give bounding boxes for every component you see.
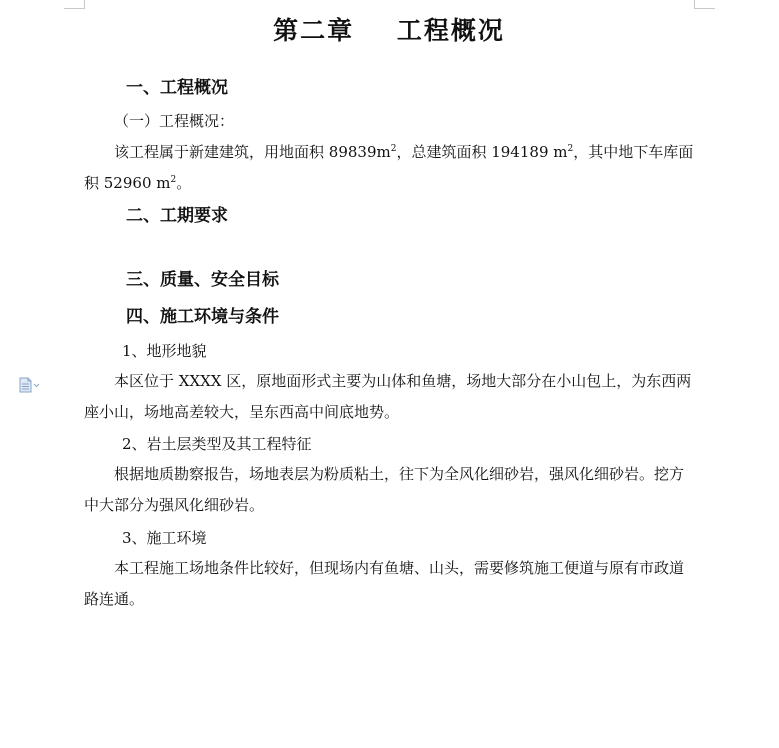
- subsection-heading-environment: 3、施工环境: [122, 529, 207, 547]
- subsection-heading-terrain: 1、地形地貌: [122, 342, 207, 360]
- subsection-heading-geology: 2、岩土层类型及其工程特征: [122, 435, 312, 453]
- paragraph-text: 。: [176, 174, 192, 192]
- page-corner-top-left: [64, 0, 85, 9]
- paragraph-project-overview: [84, 137, 696, 199]
- paragraph-environment: 本工程施工场地条件比较好，但现场内有鱼塘、山头，需要修筑施工便道与原有市政道路连通。: [84, 559, 685, 608]
- section-heading-3: 三、质量、安全目标: [126, 270, 279, 290]
- paragraph-text: ，总建筑面积 194189 m: [396, 143, 568, 161]
- page-corner-top-right: [694, 0, 715, 9]
- section-heading-4: 四、施工环境与条件: [126, 307, 279, 327]
- subsection-heading-1: （一）工程概况：: [114, 112, 235, 130]
- chapter-title: 第二章 工程概况: [273, 16, 505, 45]
- paragraph-text: 该工程属于新建建筑，用地面积 89839m: [114, 143, 391, 161]
- paragraph-terrain: 本区位于 XXXX 区，原地面形式主要为山体和鱼塘，场地大部分在小山包上，为东西两座小山，场地高差较大，呈东西高中间底地势。: [84, 372, 692, 421]
- document-icon[interactable]: [19, 377, 41, 393]
- paragraph-text: ，其中地下车库面积 52960 m: [84, 143, 694, 192]
- superscript: 2: [170, 175, 177, 185]
- superscript: 2: [567, 144, 574, 154]
- paragraph-geology: 根据地质勘察报告，场地表层为粉质粘土，往下为全风化细砂岩，强风化细砂岩。挖方中大部分为强风化细砂岩。: [84, 465, 685, 514]
- section-heading-2: 二、工期要求: [126, 206, 228, 226]
- section-heading-1: 一、工程概况: [126, 78, 228, 98]
- superscript: 2: [390, 144, 397, 154]
